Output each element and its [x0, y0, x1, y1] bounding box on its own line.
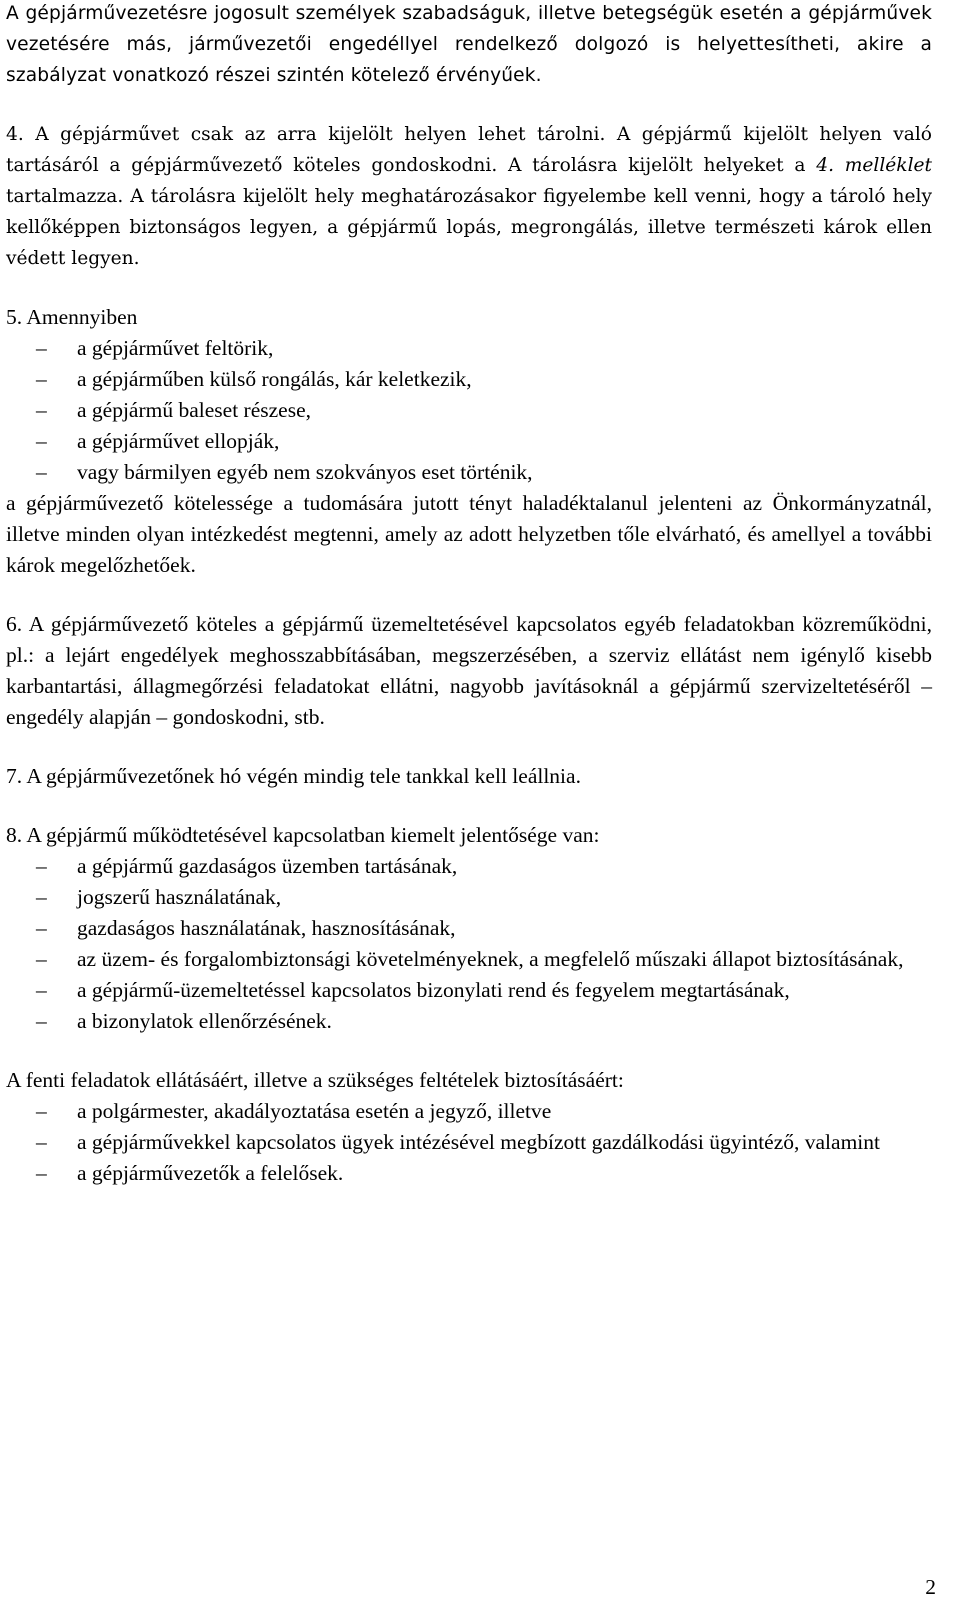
list-item-text: a gépjármű-üzemeltetéssel kapcsolatos bizonylati rend és fegyelem megtartásának,	[77, 978, 790, 1002]
responsibles-lead: A fenti feladatok ellátásáért, illetve a szükséges feltételek biztosításáért:	[6, 1068, 624, 1092]
section-6-paragraph: 6. A gépjárművezető köteles a gépjármű üzemeltetésével kapcsolatos egyéb feladatokban közreműködni, pl.: a lejárt engedélyek meghosszabbításában, megszerzésében, a szerviz ellátást nem igénylő kisebb karbantartási, állagmegőrzési feladatokat ellátni, nagyobb javításoknál a gépjármű szervizeltetéséről – engedély alapján – gondoskodni, stb.	[6, 612, 932, 729]
dash-bullet: –	[36, 367, 47, 391]
document-page	[6, 0, 932, 1189]
list-item	[6, 1096, 932, 1127]
list-item-text: a gépjárműben külső rongálás, kár keletkezik,	[77, 367, 472, 391]
list-item-text: a polgármester, akadályoztatása esetén a jegyző, illetve	[77, 1099, 552, 1123]
section-8-lead: 8. A gépjármű működtetésével kapcsolatban kiemelt jelentősége van:	[6, 823, 600, 847]
section-8-list	[6, 851, 932, 1037]
list-item	[6, 975, 932, 1006]
dash-bullet: –	[36, 1161, 47, 1185]
spacer	[6, 274, 932, 302]
list-item	[6, 1127, 932, 1158]
list-item-text: vagy bármilyen egyéb nem szokványos eset történik,	[77, 460, 533, 484]
list-item	[6, 851, 932, 882]
section-5-lead: 5. Amennyiben	[6, 305, 138, 329]
dash-bullet: –	[36, 429, 47, 453]
list-item-text: a gépjárművekkel kapcsolatos ügyek intézésével megbízott gazdálkodási ügyintéző, valamint	[77, 1130, 880, 1154]
list-item	[6, 395, 932, 426]
dash-bullet: –	[36, 460, 47, 484]
section-7-paragraph: 7. A gépjárművezetőnek hó végén mindig tele tankkal kell leállnia.	[6, 764, 581, 788]
list-item	[6, 944, 932, 975]
list-item-text: a bizonylatok ellenőrzésének.	[77, 1009, 332, 1033]
dash-bullet: –	[36, 336, 47, 360]
list-item	[6, 1006, 932, 1037]
list-item	[6, 882, 932, 913]
spacer	[6, 1037, 932, 1065]
list-item	[6, 364, 932, 395]
list-item-text: gazdaságos használatának, hasznosításának,	[77, 916, 456, 940]
list-item-text: jogszerű használatának,	[77, 885, 282, 909]
list-item	[6, 1158, 932, 1189]
list-item	[6, 457, 932, 488]
section-5-list	[6, 333, 932, 488]
dash-bullet: –	[36, 1009, 47, 1033]
dash-bullet: –	[36, 398, 47, 422]
spacer	[6, 792, 932, 820]
list-item	[6, 333, 932, 364]
section-4-text-start: 4. A gépjárművet csak az arra kijelölt helyen lehet tárolni. A gépjármű kijelölt helyen való tartásáról a gépjárművezető köteles gondoskodni. A tárolásra kijelölt helyeket a	[6, 124, 932, 176]
section-4-paragraph	[6, 119, 932, 274]
dash-bullet: –	[36, 978, 47, 1002]
list-item-text: a gépjármű gazdaságos üzemben tartásának,	[77, 854, 458, 878]
list-item	[6, 913, 932, 944]
dash-bullet: –	[36, 1130, 47, 1154]
list-item-text: a gépjárművet ellopják,	[77, 429, 280, 453]
dash-bullet: –	[36, 1099, 47, 1123]
spacer	[6, 733, 932, 761]
list-item	[6, 426, 932, 457]
spacer	[6, 581, 932, 609]
dash-bullet: –	[36, 947, 47, 971]
list-item-text: az üzem- és forgalombiztonsági követelményeknek, a megfelelő műszaki állapot biztosításának,	[77, 947, 904, 971]
section-5-closing: a gépjárművezető kötelessége a tudomására jutott tényt haladéktalanul jelenteni az Önkormányzatnál, illetve minden olyan intézkedést megtenni, amely az adott helyzetben tőle elvárható, és amellyel a további károk megelőzhetőek.	[6, 491, 932, 577]
spacer	[6, 91, 932, 119]
list-item-text: a gépjármű baleset részese,	[77, 398, 311, 422]
dash-bullet: –	[36, 854, 47, 878]
list-item-text: a gépjárművezetők a felelősek.	[77, 1161, 344, 1185]
dash-bullet: –	[36, 885, 47, 909]
dash-bullet: –	[36, 916, 47, 940]
annex-reference: 4. melléklet	[816, 155, 932, 176]
responsibles-list	[6, 1096, 932, 1189]
intro-paragraph: A gépjárművezetésre jogosult személyek szabadságuk, illetve betegségük esetén a gépjárművek vezetésére más, járművezetői engedéllyel rendelkező dolgozó is helyettesítheti, akire a szabályzat vonatkozó részei szintén kötelező érvényűek.	[6, 3, 932, 86]
section-4-text-end: tartalmazza. A tárolásra kijelölt hely meghatározásakor figyelembe kell venni, hogy a tároló hely kellőképpen biztonságos legyen, a gépjármű lopás, megrongálás, illetve természeti károk ellen védett legyen.	[6, 186, 932, 269]
list-item-text: a gépjárművet feltörik,	[77, 336, 274, 360]
page-number: 2	[925, 1575, 936, 1599]
